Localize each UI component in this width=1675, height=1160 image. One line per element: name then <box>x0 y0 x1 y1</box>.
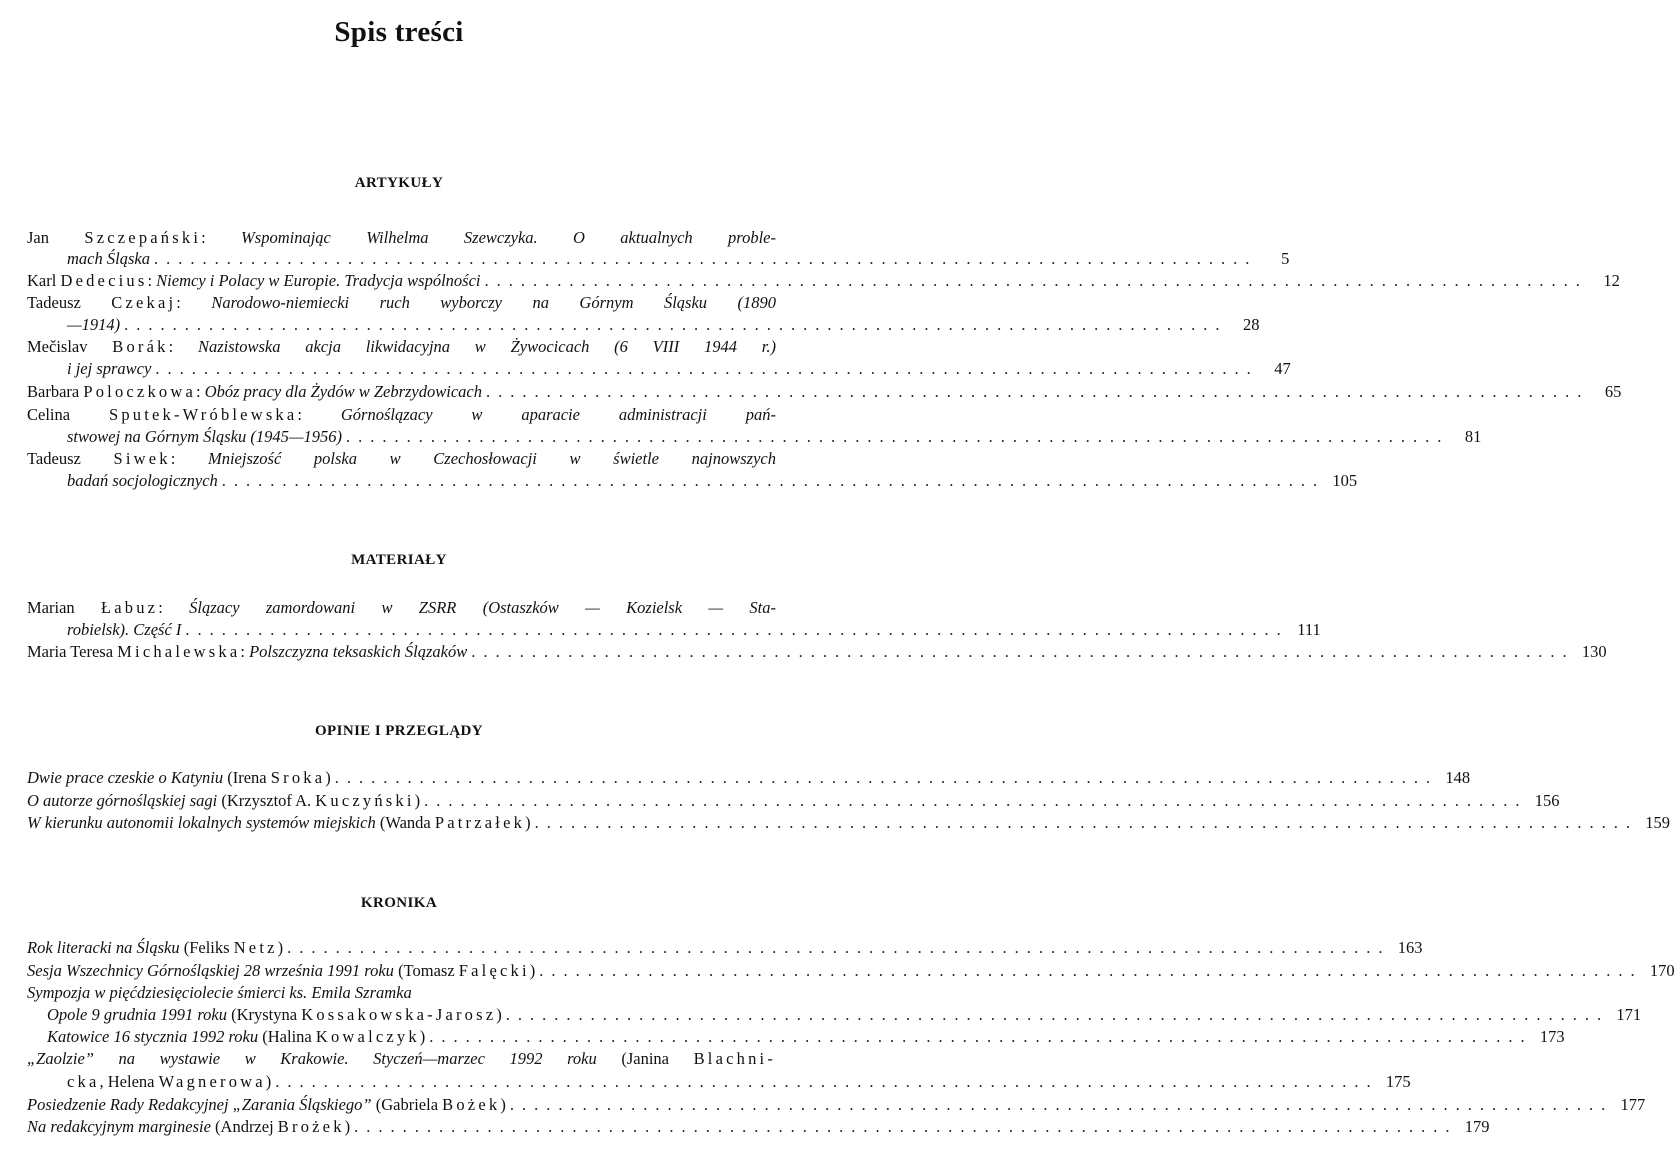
toc-entry-group: Sympozja w pięćdziesięciolecie śmierci ks. Emila Szramka <box>27 983 412 1002</box>
toc-entry: Katowice 16 stycznia 1992 roku (Halina Kowalczyk) ........................................................................................... 173 <box>47 1027 1565 1046</box>
toc-entry-continuation: cka, Helena Wagnerowa) ........................................................................................... 175 <box>67 1072 1411 1091</box>
page-number: 156 <box>1534 791 1560 810</box>
toc-entry: Dwie prace czeskie o Katyniu (Irena Sroka) ........................................................................................... 148 <box>27 768 1471 787</box>
toc-entry: Tadeusz Siwek: Mniejszość polska w Czechosłowacji w świetle najnowszych <box>27 449 776 468</box>
toc-entry: „Zaolzie” na wystawie w Krakowie. Styczeń—marzec 1992 roku (Janina Blachni- <box>27 1049 777 1068</box>
page-number: 179 <box>1464 1117 1490 1136</box>
page-number: 170 <box>1649 961 1675 980</box>
toc-entry-continuation: robielsk). Część I ........................................................................................... 111 <box>67 620 1321 639</box>
toc-entry: Maria Teresa Michalewska: Polszczyzna teksaskich Ślązaków ........................................................................................... 130 <box>27 642 1607 661</box>
page-number: 171 <box>1616 1005 1642 1024</box>
page-number: 12 <box>1603 271 1620 290</box>
toc-entry: Mečislav Borák: Nazistowska akcja likwidacyjna w Żywocicach (6 VIII 1944 r.) <box>27 337 776 356</box>
section-heading: MATERIAŁY <box>351 552 447 568</box>
toc-entry: Rok literacki na Śląsku (Feliks Netz) ........................................................................................... 163 <box>27 938 1423 957</box>
page-number: 5 <box>1281 249 1290 268</box>
page-number: 148 <box>1445 768 1471 787</box>
toc-entry: Na redakcyjnym marginesie (Andrzej Brożek) ........................................................................................... 179 <box>27 1117 1490 1136</box>
toc-entry-continuation: mach Śląska ........................................................................................... 5 <box>67 249 1290 268</box>
toc-entry: Karl Dedecius: Niemcy i Polacy w Europie. Tradycja wspólności ........................................................................................... 12 <box>27 271 1620 290</box>
toc-entry: Marian Łabuz: Ślązacy zamordowani w ZSRR (Ostaszków — Kozielsk — Sta- <box>27 598 776 617</box>
page-number: 81 <box>1464 427 1482 446</box>
page-number: 130 <box>1581 642 1607 661</box>
toc-entry: W kierunku autonomii lokalnych systemów miejskich (Wanda Patrzałek) ........................................................................................... 159 <box>27 813 1670 832</box>
page-number: 47 <box>1274 359 1291 378</box>
toc-entry-continuation: stwowej na Górnym Śląsku (1945—1956) ........................................................................................... 81 <box>67 427 1482 446</box>
toc-entry: Jan Szczepański: Wspominając Wilhelma Szewczyka. O aktualnych proble- <box>27 228 776 247</box>
section-heading: OPINIE I PRZEGLĄDY <box>314 723 484 739</box>
page-number: 175 <box>1385 1072 1411 1091</box>
toc-entry: Opole 9 grudnia 1991 roku (Krystyna Kossakowska-Jarosz) ........................................................................................... 171 <box>47 1005 1642 1024</box>
toc-entry: Barbara Poloczkowa: Obóz pracy dla Żydów w Zebrzydowicach ........................................................................................... 65 <box>27 382 1622 401</box>
page-number: 28 <box>1243 315 1260 334</box>
toc-entry: O autorze górnośląskiej sagi (Krzysztof A. Kuczyński) ........................................................................................... 156 <box>27 791 1560 810</box>
toc-entry-continuation: i jej sprawcy ........................................................................................... 47 <box>67 359 1291 378</box>
page-number: 177 <box>1620 1095 1646 1114</box>
page-number: 173 <box>1539 1027 1565 1046</box>
toc-entry: Celina Sputek-Wróblewska: Górnoślązacy w aparacie administracji pań- <box>27 405 776 424</box>
page-number: 111 <box>1297 620 1321 639</box>
toc-entry: Tadeusz Czekaj: Narodowo-niemiecki ruch wyborczy na Górnym Śląsku (1890 <box>27 293 776 312</box>
page-number: 65 <box>1604 382 1622 401</box>
toc-entry-continuation: —1914) ........................................................................................... 28 <box>67 315 1260 334</box>
toc-entry: Sesja Wszechnicy Górnośląskiej 28 września 1991 roku (Tomasz Falęcki) ........................................................................................... 170 <box>27 961 1675 980</box>
page-title: Spis treści <box>334 16 464 48</box>
toc-entry-continuation: badań socjologicznych ........................................................................................... 105 <box>67 471 1358 490</box>
page-number: 163 <box>1397 938 1423 957</box>
page-number: 105 <box>1332 471 1358 490</box>
section-heading: KRONIKA <box>360 895 438 911</box>
page-number: 159 <box>1645 813 1670 832</box>
section-heading: ARTYKUŁY <box>354 175 444 191</box>
toc-entry: Posiedzenie Rady Redakcyjnej „Zarania Śląskiego” (Gabriela Bożek) ........................................................................................... 177 <box>27 1095 1646 1114</box>
